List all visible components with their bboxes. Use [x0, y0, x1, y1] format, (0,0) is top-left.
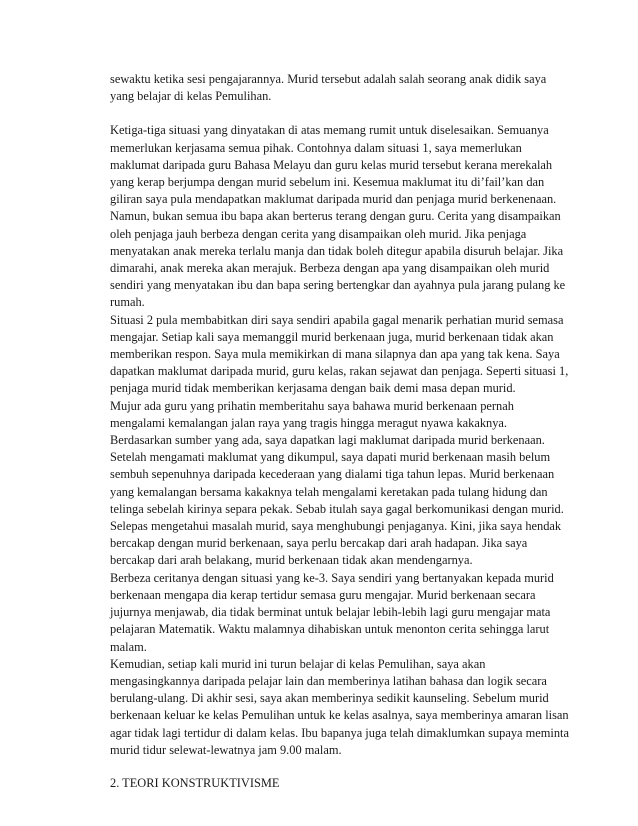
paragraph-situation-3: Berbeza ceritanya dengan situasi yang ke-3. Saya sendiri yang bertanyakan kepada murid berkenaan mengapa dia kerap tertidur semasa guru mengajar. Murid berkenaan secara jujurnya menjawab, dia tidak berminat untuk belajar lebih-lebih lagi guru mengajar mata pelajaran Matematik. Waktu malamnya dihabiskan untuk menonton cerita sehingga larut malam. — [110, 570, 554, 654]
paragraph-situation-2: Situasi 2 pula membabitkan diri saya sendiri apabila gagal menarik perhatian murid semasa mengajar. Setiap kali saya memanggil murid berkenaan juga, murid berkenaan tidak akan memberikan respon. Saya mula memikirkan di mana silapnya dan apa yang tak kena. Saya dapatkan maklumat daripada murid, guru kelas, rakan sejawat dan penjaga. Seperti situasi 1, penjaga murid tidak memberikan kerjasama dengan baik demi masa depan murid. — [110, 312, 569, 396]
document-body — [110, 71, 570, 792]
paragraph-spacer — [110, 105, 570, 122]
paragraph-accident-background: Mujur ada guru yang prihatin memberitahu saya bahawa murid berkenaan pernah mengalami kemalangan jalan raya yang tragis hingga meragut nyawa kakaknya. Berdasarkan sumber yang ada, saya dapatkan lagi maklumat daripada murid berkenaan. Setelah mengamati maklumat yang dikumpul, saya dapati murid berkenaan masih belum sembuh sepenuhnya daripada kecederaan yang dialami tiga tahun lepas. Murid berkenaan yang kemalangan bersama kakaknya telah mengalami keretakan pada tulang hidung dan telinga sebelah kirinya separa pekak. Sebab itulah saya gagal berkomunikasi dengan murid. — [110, 398, 564, 516]
paragraph-spacer — [110, 759, 570, 775]
section-heading: 2. TEORI KONSTRUKTIVISME — [110, 775, 280, 790]
paragraph-situations-overview: Ketiga-tiga situasi yang dinyatakan di atas memang rumit untuk diselesaikan. Semuanya memerlukan kerjasama semua pihak. Contohnya dalam situasi 1, saya memerlukan maklumat daripada guru Bahasa Melayu dan guru kelas murid tersebut kerana merekalah yang kerap berjumpa dengan murid sebelum ini. Kesemua maklumat itu di’fail’kan dan giliran saya pula mendapatkan maklumat daripada murid dan penjaga murid berkenenaan. Namun, bukan semua ibu bapa akan berterus terang dengan guru. Cerita yang disampaikan oleh penjaga jauh berbeza dengan cerita yang disampaikan oleh murid. Jika penjaga menyatakan anak mereka terlalu manja dan tidak boleh ditegur apabila disuruh belajar. Jika dimarahi, anak mereka akan merajuk. Berbeza dengan apa yang disampaikan oleh murid sendiri yang menyatakan ibu dan bapa sering bertengkar dan ayahnya pula jarang pulang ke rumah. — [110, 123, 566, 310]
paragraph-remedial-action: Kemudian, setiap kali murid ini turun belajar di kelas Pemulihan, saya akan mengasingkannya daripada pelajar lain dan memberinya latihan bahasa dan logik secara berulang-ulang. Di akhir sesi, saya akan memberinya sedikit kaunseling. Sebelum murid berkenaan keluar ke kelas Pemulihan untuk ke kelas asalnya, saya memberinya amaran lisan agar tidak lagi tertidur di dalam kelas. Ibu bapanya juga telah dimaklumkan supaya meminta murid tidur selewat-lewatnya jam 9.00 malam. — [110, 656, 569, 757]
intro-paragraph: sewaktu ketika sesi pengajarannya. Murid tersebut adalah salah seorang anak didik saya yang belajar di kelas Pemulihan. — [110, 72, 547, 104]
paragraph-contact-guardian: Selepas mengetahui masalah murid, saya menghubungi penjaganya. Kini, jika saya hendak bercakap dengan murid berkenaan, saya perlu bercakap dari arah hadapan. Jika saya bercakap dari arah belakang, murid berkenaan tidak akan mendengarnya. — [110, 519, 562, 568]
